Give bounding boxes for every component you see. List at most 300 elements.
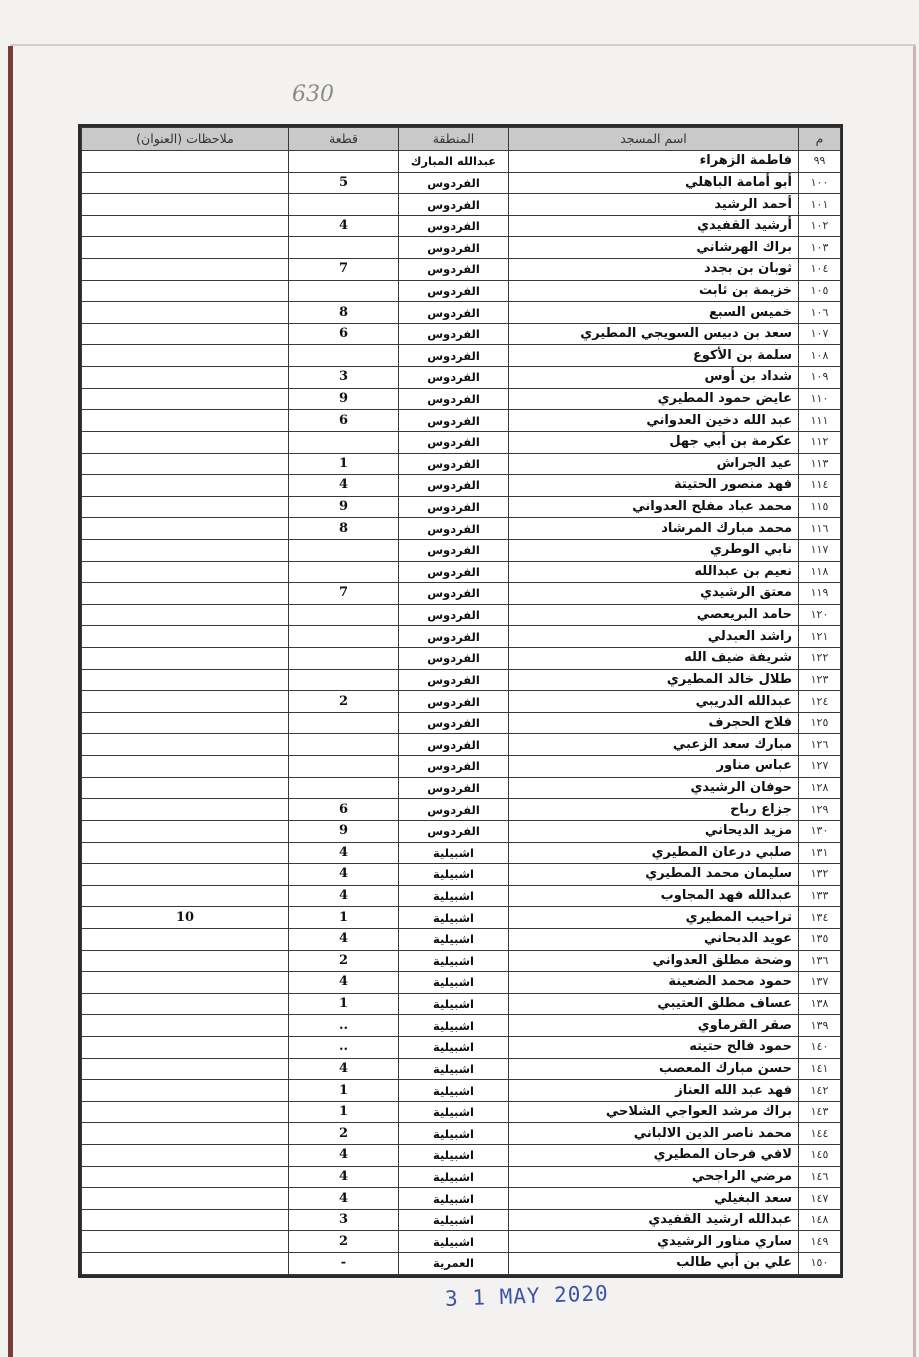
block-cell: 4	[289, 842, 399, 864]
notes-cell	[82, 842, 289, 864]
block-cell: 1	[289, 993, 399, 1015]
mosque-name-cell: ثوبان بن بجدد	[509, 259, 799, 281]
row-number-cell: ١٣٥	[799, 928, 841, 950]
mosque-name-cell: تراحيب المطيري	[509, 907, 799, 929]
row-number-cell: ١٤٢	[799, 1080, 841, 1102]
region-cell: الفردوس	[399, 237, 509, 259]
notes-cell	[82, 323, 289, 345]
block-cell: 1	[289, 1080, 399, 1102]
mosque-name-cell: محمد مبارك المرشاد	[509, 518, 799, 540]
row-number-cell: ١٤٨	[799, 1209, 841, 1231]
row-number-cell: ١٠٥	[799, 280, 841, 302]
page-top-edge	[10, 44, 916, 46]
table-row	[82, 518, 841, 540]
row-number-cell: ١٠٩	[799, 367, 841, 389]
header-row	[82, 128, 841, 151]
table-row	[82, 280, 841, 302]
table-row	[82, 993, 841, 1015]
row-number-cell: ١١٦	[799, 518, 841, 540]
notes-cell	[82, 518, 289, 540]
table-row	[82, 539, 841, 561]
table-row	[82, 864, 841, 886]
region-cell: الفردوس	[399, 367, 509, 389]
region-cell: الفردوس	[399, 302, 509, 324]
table-row	[82, 237, 841, 259]
handwritten-page-number: 630	[292, 82, 334, 107]
mosque-name-cell: عيد الجراش	[509, 453, 799, 475]
table-row	[82, 1166, 841, 1188]
row-number-cell: ١٠٢	[799, 215, 841, 237]
page-edge-right	[913, 46, 916, 1357]
region-cell: اشبيلية	[399, 1101, 509, 1123]
mosques-table-container	[78, 124, 843, 1278]
notes-cell	[82, 1101, 289, 1123]
notes-cell	[82, 410, 289, 432]
notes-cell	[82, 993, 289, 1015]
block-cell: 6	[289, 323, 399, 345]
region-cell: الفردوس	[399, 323, 509, 345]
table-row	[82, 496, 841, 518]
block-cell: 7	[289, 583, 399, 605]
table-row	[82, 691, 841, 713]
table-header	[82, 128, 841, 151]
row-number-cell: ١٤٤	[799, 1123, 841, 1145]
mosque-name-cell: عايض حمود المطيري	[509, 388, 799, 410]
region-cell: اشبيلية	[399, 885, 509, 907]
mosque-name-cell: عبد الله دخين العدواني	[509, 410, 799, 432]
notes-cell	[82, 367, 289, 389]
mosque-name-cell: عساف مطلق العتيبي	[509, 993, 799, 1015]
block-cell: 2	[289, 1231, 399, 1253]
row-number-cell: ١٢٠	[799, 604, 841, 626]
table-row	[82, 1188, 841, 1210]
notes-cell	[82, 583, 289, 605]
notes-cell	[82, 972, 289, 994]
mosque-name-cell: عبدالله فهد المجاوب	[509, 885, 799, 907]
mosque-name-cell: خميس السبع	[509, 302, 799, 324]
notes-cell	[82, 475, 289, 497]
block-cell: 4	[289, 1166, 399, 1188]
table-row	[82, 972, 841, 994]
block-cell: ..	[289, 1015, 399, 1037]
table-row	[82, 734, 841, 756]
block-cell	[289, 604, 399, 626]
row-number-cell: ١٣١	[799, 842, 841, 864]
region-cell: الفردوس	[399, 453, 509, 475]
mosque-name-cell: عكرمة بن أبي جهل	[509, 431, 799, 453]
notes-cell	[82, 151, 289, 173]
block-cell: 8	[289, 518, 399, 540]
row-number-cell: ١٣٢	[799, 864, 841, 886]
block-cell: 4	[289, 864, 399, 886]
region-cell: اشبيلية	[399, 1123, 509, 1145]
notes-cell	[82, 820, 289, 842]
row-number-cell: ١٣٣	[799, 885, 841, 907]
table-row	[82, 885, 841, 907]
row-number-cell: ١٣٩	[799, 1015, 841, 1037]
table-row	[82, 1101, 841, 1123]
mosque-name-cell: فاطمة الزهراء	[509, 151, 799, 173]
block-cell: 2	[289, 950, 399, 972]
region-cell: اشبيلية	[399, 993, 509, 1015]
row-number-cell: ١٢٦	[799, 734, 841, 756]
block-cell: 3	[289, 367, 399, 389]
row-number-cell: ١٤٧	[799, 1188, 841, 1210]
region-cell: اشبيلية	[399, 1036, 509, 1058]
block-cell: 9	[289, 496, 399, 518]
table-row	[82, 1036, 841, 1058]
row-number-cell: ١٠٨	[799, 345, 841, 367]
table-row	[82, 648, 841, 670]
block-cell: 3	[289, 1209, 399, 1231]
mosque-name-cell: فهد عبد الله العناز	[509, 1080, 799, 1102]
region-cell: الفردوس	[399, 734, 509, 756]
block-cell	[289, 756, 399, 778]
mosque-name-cell: ساري مناور الرشيدي	[509, 1231, 799, 1253]
block-cell	[289, 626, 399, 648]
region-cell: اشبيلية	[399, 1015, 509, 1037]
row-number-cell: ١٢٤	[799, 691, 841, 713]
mosque-name-cell: محمد ناصر الدين الالباني	[509, 1123, 799, 1145]
row-number-cell: ١١٨	[799, 561, 841, 583]
mosque-name-cell: أبو أمامة الباهلي	[509, 172, 799, 194]
notes-cell	[82, 453, 289, 475]
region-cell: اشبيلية	[399, 928, 509, 950]
region-cell: الفردوس	[399, 172, 509, 194]
mosque-name-cell: سعد البغيلي	[509, 1188, 799, 1210]
table-row	[82, 453, 841, 475]
region-cell: اشبيلية	[399, 1209, 509, 1231]
notes-cell	[82, 626, 289, 648]
notes-cell	[82, 864, 289, 886]
table-row	[82, 194, 841, 216]
row-number-cell: ١٣٨	[799, 993, 841, 1015]
block-cell: -	[289, 1253, 399, 1275]
notes-cell	[82, 669, 289, 691]
region-cell: اشبيلية	[399, 1145, 509, 1167]
region-cell: اشبيلية	[399, 1166, 509, 1188]
block-cell	[289, 648, 399, 670]
block-cell: 1	[289, 1101, 399, 1123]
region-cell: اشبيلية	[399, 907, 509, 929]
page-edge-left	[8, 46, 13, 1357]
row-number-cell: ١٥٠	[799, 1253, 841, 1275]
notes-cell	[82, 928, 289, 950]
region-cell: الفردوس	[399, 475, 509, 497]
block-cell: 2	[289, 691, 399, 713]
notes-cell	[82, 756, 289, 778]
header-name: اسم المسجد	[509, 128, 799, 151]
block-cell: 6	[289, 410, 399, 432]
mosque-name-cell: مبارك سعد الزعبي	[509, 734, 799, 756]
region-cell: اشبيلية	[399, 1058, 509, 1080]
row-number-cell: ١٠٧	[799, 323, 841, 345]
mosque-name-cell: عباس مناور	[509, 756, 799, 778]
table-row	[82, 1015, 841, 1037]
notes-cell	[82, 388, 289, 410]
mosque-name-cell: عبدالله ارشيد القفيدي	[509, 1209, 799, 1231]
region-cell: اشبيلية	[399, 864, 509, 886]
table-row	[82, 820, 841, 842]
table-row	[82, 302, 841, 324]
block-cell	[289, 237, 399, 259]
row-number-cell: ١٤٩	[799, 1231, 841, 1253]
region-cell: الفردوس	[399, 194, 509, 216]
block-cell	[289, 734, 399, 756]
table-row	[82, 475, 841, 497]
notes-cell	[82, 885, 289, 907]
notes-cell	[82, 194, 289, 216]
notes-cell	[82, 1058, 289, 1080]
notes-cell	[82, 1231, 289, 1253]
region-cell: الفردوس	[399, 799, 509, 821]
notes-cell	[82, 712, 289, 734]
row-number-cell: ١٣٠	[799, 820, 841, 842]
notes-cell	[82, 1145, 289, 1167]
region-cell: اشبيلية	[399, 1188, 509, 1210]
region-cell: الفردوس	[399, 539, 509, 561]
table-row	[82, 669, 841, 691]
notes-cell	[82, 734, 289, 756]
mosque-name-cell: وضحة مطلق العدواني	[509, 950, 799, 972]
table-row	[82, 583, 841, 605]
table-row	[82, 928, 841, 950]
region-cell: الفردوس	[399, 691, 509, 713]
notes-cell: 10	[82, 907, 289, 929]
mosque-name-cell: سلمة بن الأكوع	[509, 345, 799, 367]
region-cell: اشبيلية	[399, 1231, 509, 1253]
row-number-cell: ١٢٩	[799, 799, 841, 821]
mosque-name-cell: مرضي الراجحي	[509, 1166, 799, 1188]
table-row	[82, 410, 841, 432]
mosque-name-cell: حوفان الرشيدي	[509, 777, 799, 799]
region-cell: الفردوس	[399, 388, 509, 410]
region-cell: عبدالله المبارك	[399, 151, 509, 173]
row-number-cell: ١١١	[799, 410, 841, 432]
row-number-cell: ١٠١	[799, 194, 841, 216]
row-number-cell: ١٢٥	[799, 712, 841, 734]
notes-cell	[82, 691, 289, 713]
block-cell	[289, 712, 399, 734]
table-row	[82, 345, 841, 367]
mosque-name-cell: أرشيد القفيدي	[509, 215, 799, 237]
notes-cell	[82, 431, 289, 453]
table-row	[82, 1080, 841, 1102]
table-row	[82, 215, 841, 237]
row-number-cell: ١١٩	[799, 583, 841, 605]
row-number-cell: ١٢٢	[799, 648, 841, 670]
table-row	[82, 777, 841, 799]
region-cell: الفردوس	[399, 712, 509, 734]
block-cell: 4	[289, 475, 399, 497]
notes-cell	[82, 561, 289, 583]
notes-cell	[82, 237, 289, 259]
notes-cell	[82, 1036, 289, 1058]
block-cell: 4	[289, 972, 399, 994]
mosque-name-cell: صلبي درعان المطيري	[509, 842, 799, 864]
row-number-cell: ٩٩	[799, 151, 841, 173]
block-cell	[289, 539, 399, 561]
region-cell: الفردوس	[399, 215, 509, 237]
notes-cell	[82, 1080, 289, 1102]
block-cell: 8	[289, 302, 399, 324]
row-number-cell: ١٠٦	[799, 302, 841, 324]
mosque-name-cell: حسن مبارك المعصب	[509, 1058, 799, 1080]
mosque-name-cell: لافي فرحان المطيري	[509, 1145, 799, 1167]
notes-cell	[82, 302, 289, 324]
block-cell: 9	[289, 820, 399, 842]
table-row	[82, 323, 841, 345]
row-number-cell: ١٣٧	[799, 972, 841, 994]
block-cell: 4	[289, 928, 399, 950]
mosque-name-cell: مزيد الديحاني	[509, 820, 799, 842]
region-cell: الفردوس	[399, 820, 509, 842]
row-number-cell: ١٢٨	[799, 777, 841, 799]
notes-cell	[82, 172, 289, 194]
region-cell: الفردوس	[399, 756, 509, 778]
header-region: المنطقة	[399, 128, 509, 151]
notes-cell	[82, 1015, 289, 1037]
row-number-cell: ١٤٦	[799, 1166, 841, 1188]
region-cell: اشبيلية	[399, 950, 509, 972]
table-row	[82, 367, 841, 389]
notes-cell	[82, 215, 289, 237]
table-row	[82, 388, 841, 410]
header-block: قطعة	[289, 128, 399, 151]
notes-cell	[82, 1123, 289, 1145]
block-cell: 6	[289, 799, 399, 821]
mosque-name-cell: شداد بن أوس	[509, 367, 799, 389]
region-cell: اشبيلية	[399, 842, 509, 864]
region-cell: الفردوس	[399, 777, 509, 799]
mosque-name-cell: جزاع رباح	[509, 799, 799, 821]
row-number-cell: ١١٧	[799, 539, 841, 561]
mosque-name-cell: شريفة ضيف الله	[509, 648, 799, 670]
row-number-cell: ١١٤	[799, 475, 841, 497]
row-number-cell: ١٢٣	[799, 669, 841, 691]
date-stamp: 3 1 MAY 2020	[444, 1281, 610, 1311]
block-cell: 7	[289, 259, 399, 281]
block-cell	[289, 194, 399, 216]
table-row	[82, 1123, 841, 1145]
notes-cell	[82, 1253, 289, 1275]
mosque-name-cell: عبدالله الدريبي	[509, 691, 799, 713]
notes-cell	[82, 799, 289, 821]
notes-cell	[82, 604, 289, 626]
row-number-cell: ١٢١	[799, 626, 841, 648]
mosque-name-cell: فلاح الحجرف	[509, 712, 799, 734]
row-number-cell: ١٤٣	[799, 1101, 841, 1123]
mosque-name-cell: علي بن أبي طالب	[509, 1253, 799, 1275]
mosque-name-cell: صقر القرماوي	[509, 1015, 799, 1037]
mosque-name-cell: براك مرشد العواجي الشلاحي	[509, 1101, 799, 1123]
table-row	[82, 907, 841, 929]
block-cell: 1	[289, 453, 399, 475]
mosque-name-cell: محمد عباد مفلح العدواني	[509, 496, 799, 518]
table-row	[82, 712, 841, 734]
mosque-name-cell: معتق الرشيدي	[509, 583, 799, 605]
block-cell	[289, 345, 399, 367]
table-row	[82, 561, 841, 583]
mosques-table	[81, 127, 841, 1275]
row-number-cell: ١٠٣	[799, 237, 841, 259]
notes-cell	[82, 950, 289, 972]
table-row	[82, 1058, 841, 1080]
table-row	[82, 842, 841, 864]
mosque-name-cell: سليمان محمد المطيري	[509, 864, 799, 886]
row-number-cell: ١٣٦	[799, 950, 841, 972]
block-cell: 4	[289, 885, 399, 907]
block-cell	[289, 777, 399, 799]
notes-cell	[82, 1188, 289, 1210]
table-row	[82, 1209, 841, 1231]
block-cell	[289, 280, 399, 302]
table-row	[82, 799, 841, 821]
table-row	[82, 626, 841, 648]
table-row	[82, 1231, 841, 1253]
mosque-name-cell: نابي الوطري	[509, 539, 799, 561]
region-cell: الفردوس	[399, 626, 509, 648]
row-number-cell: ١١٠	[799, 388, 841, 410]
block-cell	[289, 151, 399, 173]
region-cell: اشبيلية	[399, 1080, 509, 1102]
table-row	[82, 172, 841, 194]
table-row	[82, 604, 841, 626]
row-number-cell: ١٣٤	[799, 907, 841, 929]
table-row	[82, 431, 841, 453]
notes-cell	[82, 777, 289, 799]
mosque-name-cell: حامد البريعصي	[509, 604, 799, 626]
mosque-name-cell: فهد منصور الحتيتة	[509, 475, 799, 497]
region-cell: العمرية	[399, 1253, 509, 1275]
mosque-name-cell: حمود محمد الضعينة	[509, 972, 799, 994]
mosque-name-cell: نعيم بن عبدالله	[509, 561, 799, 583]
block-cell: 4	[289, 1188, 399, 1210]
header-num: م	[799, 128, 841, 151]
table-row	[82, 259, 841, 281]
block-cell	[289, 561, 399, 583]
row-number-cell: ١٤١	[799, 1058, 841, 1080]
row-number-cell: ١٠٠	[799, 172, 841, 194]
block-cell: 2	[289, 1123, 399, 1145]
block-cell	[289, 431, 399, 453]
notes-cell	[82, 496, 289, 518]
table-row	[82, 756, 841, 778]
region-cell: الفردوس	[399, 345, 509, 367]
row-number-cell: ١١٣	[799, 453, 841, 475]
mosque-name-cell: سعد بن دبيس السويجي المطيري	[509, 323, 799, 345]
block-cell: 4	[289, 215, 399, 237]
region-cell: الفردوس	[399, 259, 509, 281]
table-row	[82, 1253, 841, 1275]
region-cell: الفردوس	[399, 583, 509, 605]
mosque-name-cell: أحمد الرشيد	[509, 194, 799, 216]
region-cell: الفردوس	[399, 496, 509, 518]
row-number-cell: ١٤٥	[799, 1145, 841, 1167]
notes-cell	[82, 280, 289, 302]
mosque-name-cell: طلال خالد المطيري	[509, 669, 799, 691]
mosque-name-cell: خزيمة بن ثابت	[509, 280, 799, 302]
notes-cell	[82, 1166, 289, 1188]
notes-cell	[82, 1209, 289, 1231]
notes-cell	[82, 345, 289, 367]
region-cell: الفردوس	[399, 280, 509, 302]
block-cell: 9	[289, 388, 399, 410]
notes-cell	[82, 259, 289, 281]
block-cell: 1	[289, 907, 399, 929]
region-cell: الفردوس	[399, 561, 509, 583]
notes-cell	[82, 648, 289, 670]
